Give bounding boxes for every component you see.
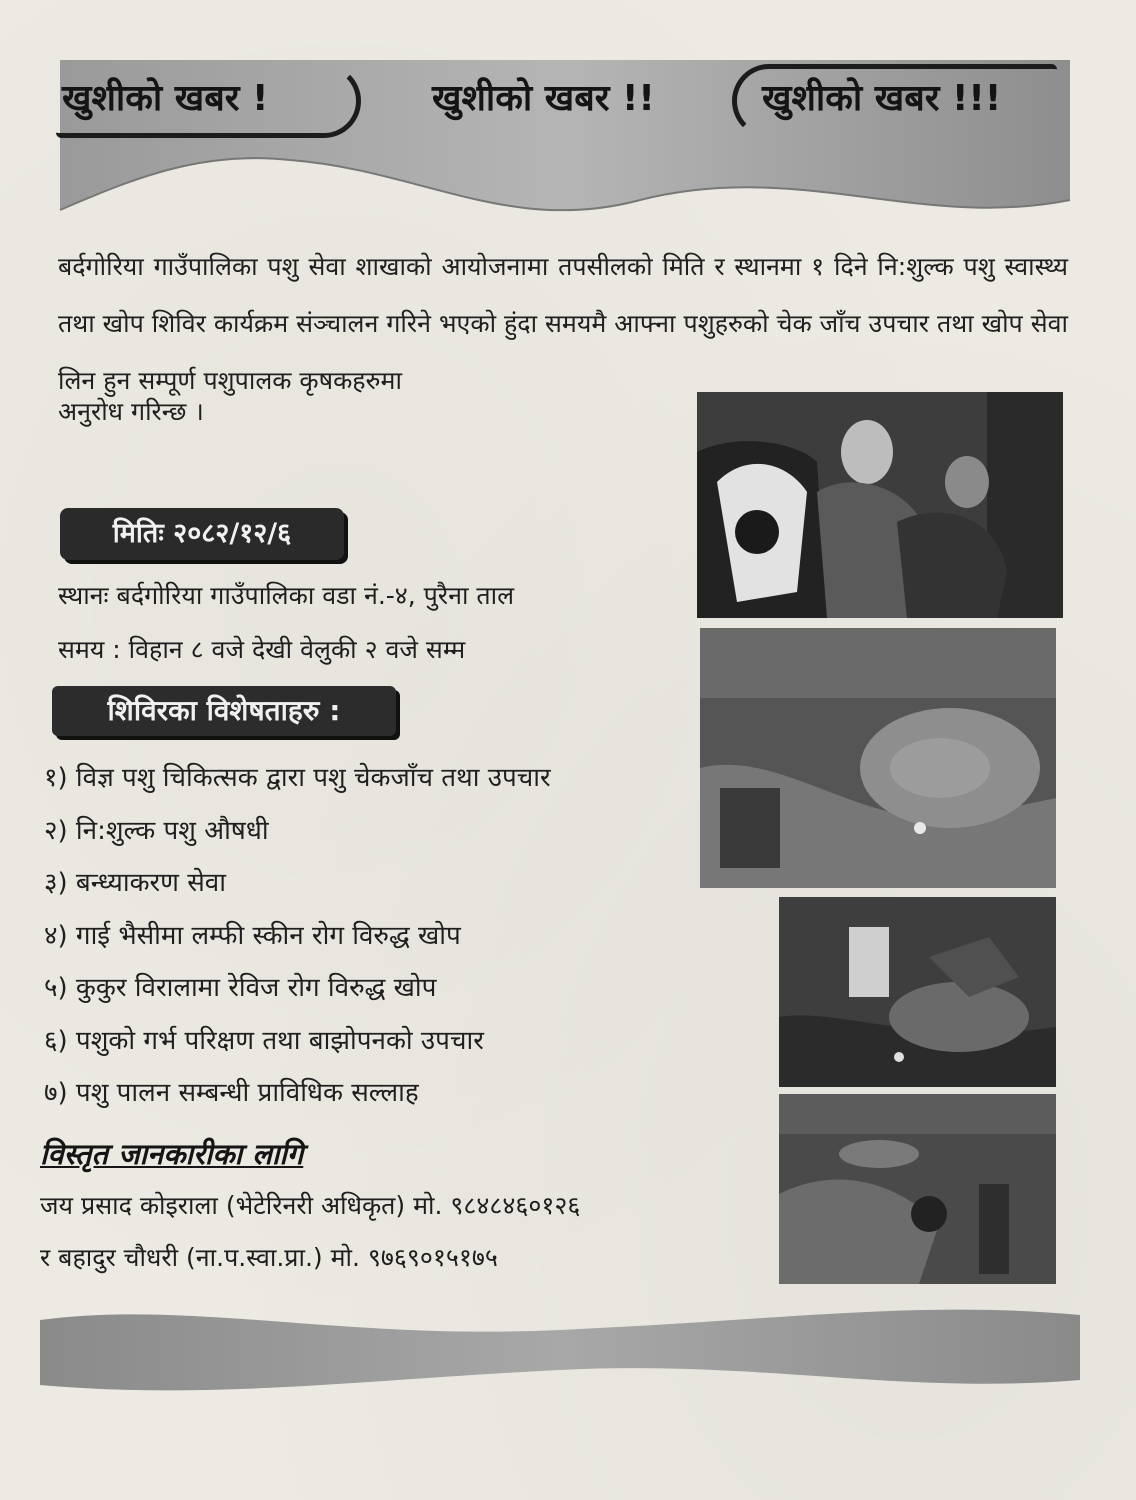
photo-animal-examination [700, 628, 1056, 888]
intro-closing-line: अनुरोध गरिन्छ । [58, 397, 204, 426]
features-heading: शिविरका विशेषताहरु : [52, 686, 396, 736]
date-badge: मितिः २०८२/१२/६ [60, 508, 344, 560]
feature-item: २) नि:शुल्क पशु औषधी [44, 815, 269, 846]
feature-item: ७) पशु पालन सम्बन्धी प्राविधिक सल्लाह [44, 1078, 419, 1108]
venue-line: स्थानः बर्दगोरिया गाउँपालिका वडा नं.-४, पुरैना ताल [58, 581, 515, 610]
feature-item: ६) पशुको गर्भ परिक्षण तथा बाझोपनको उपचार [44, 1025, 484, 1056]
footer-wave-band [40, 1300, 1080, 1400]
time-line: समय : विहान ८ वजे देखी वेलुकी २ वजे सम्म [58, 635, 466, 664]
features-list [44, 752, 551, 1120]
contact-line: जय प्रसाद कोइराला (भेटेरिनरी अधिकृत) मो. ९८४८४६०१२६ [40, 1191, 581, 1220]
headline-1: खुशीको खबर ! [62, 78, 269, 119]
photo-field-vaccination [779, 897, 1056, 1087]
intro-paragraph: बर्दगोरिया गाउँपालिका पशु सेवा शाखाको आयोजनामा तपसीलको मिति र स्थानमा १ दिने नि:शुल्क पशु स्वास्थ्य तथा खोप शिविर कार्यक्रम संञ्चालन गरिने भएको हुंदा समयमै आफ्ना पशुहरुको चेक जाँच उपचार तथा खोप सेवा लिन हुन सम्पूर्ण पशुपालक कृषकहरुमा [58, 252, 1068, 395]
feature-item: ४) गाई भैसीमा लम्फी स्कीन रोग विरुद्ध खोप [44, 920, 461, 951]
feature-item: ३) बन्ध्याकरण सेवा [44, 868, 226, 898]
feature-item: ५) कुकुर विरालामा रेविज रोग विरुद्ध खोप [44, 973, 437, 1003]
photo-treatment [779, 1094, 1056, 1284]
photo-vet-with-cow [697, 392, 1063, 618]
contact-line: र बहादुर चौधरी (ना.प.स्वा.प्रा.) मो. ९७६९०१५१७५ [40, 1243, 498, 1272]
headline-2: खुशीको खबर !! [432, 78, 655, 119]
headline-3: खुशीको खबर !!! [762, 78, 1002, 119]
more-info-heading: विस्तृत जानकारीका लागि [40, 1137, 304, 1171]
feature-item: १) विज्ञ पशु चिकित्सक द्वारा पशु चेकजाँच तथा उपचार [44, 763, 551, 793]
